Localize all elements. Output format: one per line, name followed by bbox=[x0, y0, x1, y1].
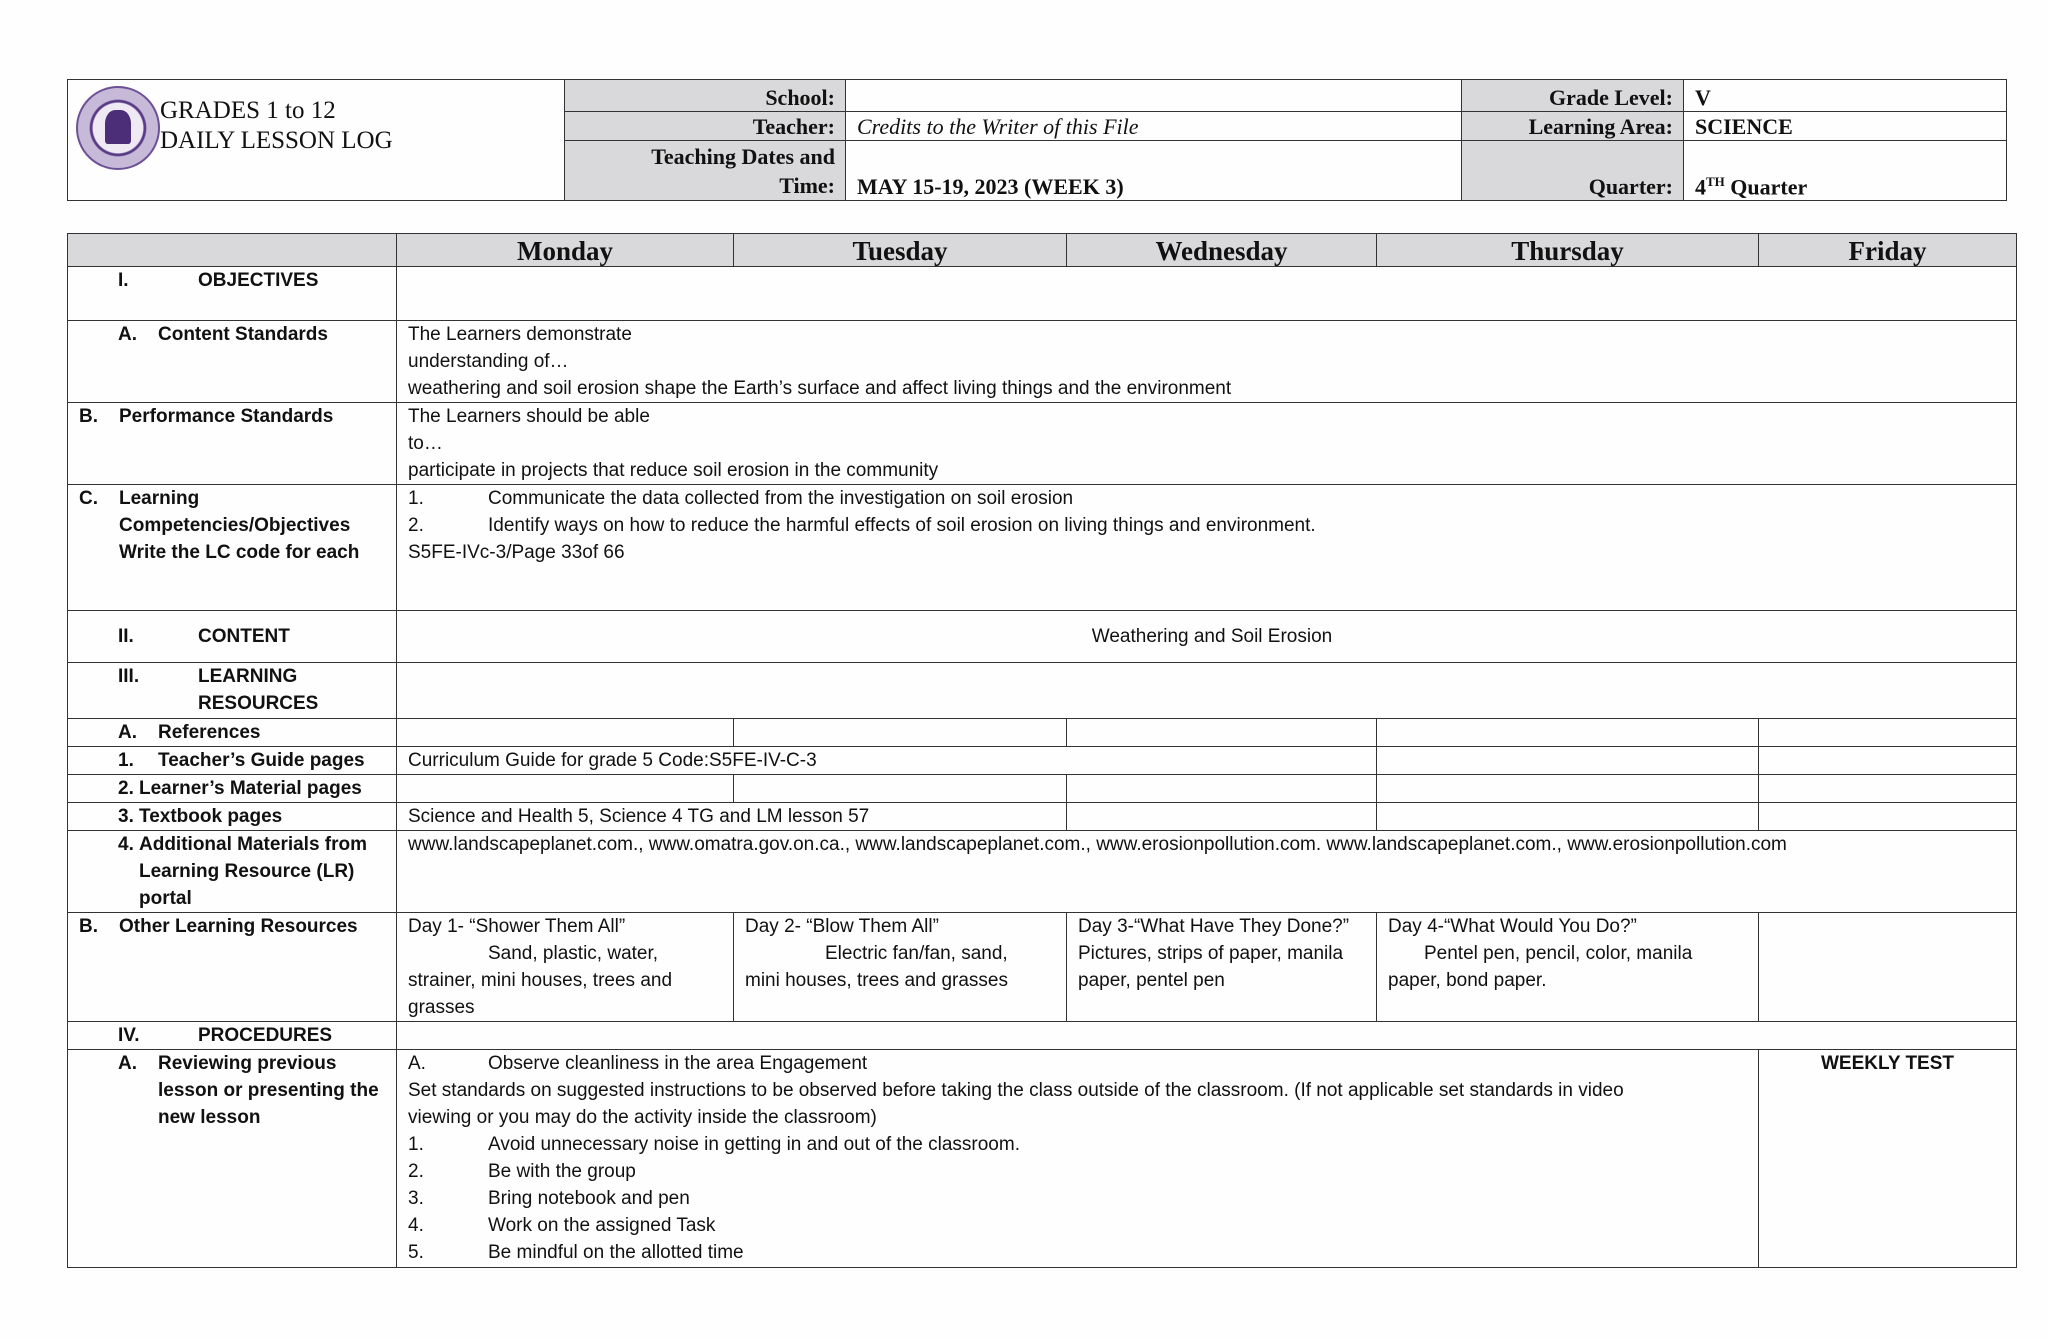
performance-standards-row bbox=[68, 403, 2017, 485]
procedures-number: IV. bbox=[118, 1025, 140, 1046]
learners-material-row bbox=[68, 775, 2017, 803]
content-standards-label: Content Standards bbox=[158, 324, 328, 345]
learning-resources-row bbox=[68, 663, 2017, 719]
learning-resources-label-line-2: RESOURCES bbox=[198, 693, 319, 714]
quarter-word: Quarter bbox=[1724, 174, 1808, 199]
objectives-value bbox=[397, 267, 2017, 321]
learning-resources-number: III. bbox=[118, 666, 140, 687]
dates-label-line-1: Teaching Dates and bbox=[651, 144, 835, 169]
references-label: References bbox=[158, 722, 261, 743]
additional-materials-row bbox=[68, 831, 2017, 913]
weekly-test-friday: WEEKLY TEST bbox=[1759, 1050, 2017, 1268]
learners-material-label-cell bbox=[68, 775, 397, 803]
teachers-guide-value: Curriculum Guide for grade 5 Code:S5FE-IV-C-3 bbox=[397, 747, 1377, 775]
references-tuesday bbox=[734, 719, 1067, 747]
learners-material-thursday bbox=[1377, 775, 1759, 803]
reviewing-intro: A. Observe cleanliness in the area Engagement bbox=[408, 1053, 868, 1074]
content-label: CONTENT bbox=[198, 626, 290, 647]
content-standards-row bbox=[68, 321, 2017, 403]
competency-item: 2. Identify ways on how to reduce the harmful effects of soil erosion on living things and environment. bbox=[408, 515, 1316, 536]
reviewing-item: 1. Avoid unnecessary noise in getting in and out of the classroom. bbox=[408, 1134, 1020, 1155]
school-value bbox=[846, 80, 1462, 112]
competencies-value bbox=[397, 485, 2017, 611]
performance-standards-line-1: The Learners should be able bbox=[408, 406, 650, 427]
other-resources-label: Other Learning Resources bbox=[119, 916, 358, 937]
textbook-number: 3. bbox=[118, 806, 134, 827]
performance-standards-value bbox=[397, 403, 2017, 485]
competencies-label-line-1: Learning bbox=[119, 488, 200, 509]
reviewing-label-line-1: Reviewing previous bbox=[158, 1053, 337, 1074]
objectives-row bbox=[68, 267, 2017, 321]
grade-level-label: Grade Level: bbox=[1462, 80, 1684, 112]
learners-material-label: Learner’s Material pages bbox=[139, 778, 362, 799]
textbook-value: Science and Health 5, Science 4 TG and LM lesson 57 bbox=[397, 803, 1067, 831]
grade-level-value: V bbox=[1684, 80, 2007, 112]
textbook-row bbox=[68, 803, 2017, 831]
quarter-value bbox=[1684, 141, 2007, 201]
day-header-monday: Monday bbox=[397, 234, 734, 267]
performance-standards-line-2: to… bbox=[408, 433, 443, 454]
learners-material-friday bbox=[1759, 775, 2017, 803]
additional-materials-label-line-3: portal bbox=[139, 888, 192, 909]
performance-standards-line-3: participate in projects that reduce soil erosion in the community bbox=[408, 460, 939, 481]
document-title-cell bbox=[68, 80, 565, 201]
additional-materials-number: 4. bbox=[118, 834, 134, 855]
learners-material-monday bbox=[397, 775, 734, 803]
reviewing-item: 4. Work on the assigned Task bbox=[408, 1215, 716, 1236]
performance-standards-number: B. bbox=[79, 406, 98, 427]
competency-item: 1. Communicate the data collected from the investigation on soil erosion bbox=[408, 488, 1074, 509]
other-resources-wednesday: Day 3-“What Have They Done?” Pictures, strips of paper, manila paper, pentel pen bbox=[1067, 913, 1377, 1022]
learning-area-label: Learning Area: bbox=[1462, 112, 1684, 141]
textbook-wednesday bbox=[1067, 803, 1377, 831]
references-friday bbox=[1759, 719, 2017, 747]
textbook-label: Textbook pages bbox=[139, 806, 283, 827]
objectives-label-cell bbox=[68, 267, 397, 321]
reviewing-item: 3. Bring notebook and pen bbox=[408, 1188, 690, 1209]
additional-materials-value: www.landscapeplanet.com., www.omatra.gov.on.ca., www.landscapeplanet.com., www.erosionpollution.com. www.landscapeplanet.com., www.erosionpollution.com bbox=[397, 831, 2017, 913]
objectives-number: I. bbox=[118, 270, 129, 291]
additional-materials-label-cell bbox=[68, 831, 397, 913]
learning-area-value: SCIENCE bbox=[1684, 112, 2007, 141]
title-line-2: DAILY LESSON LOG bbox=[160, 127, 393, 154]
teachers-guide-label-cell bbox=[68, 747, 397, 775]
quarter-label: Quarter: bbox=[1462, 141, 1684, 201]
corner-header bbox=[68, 234, 397, 267]
reviewing-value bbox=[397, 1050, 1759, 1268]
reviewing-number: A. bbox=[118, 1053, 137, 1074]
performance-standards-label-cell bbox=[68, 403, 397, 485]
procedures-label-cell bbox=[68, 1022, 397, 1050]
content-row bbox=[68, 611, 2017, 663]
teacher-value: Credits to the Writer of this File bbox=[846, 112, 1462, 141]
competency-code: S5FE-IVc-3/Page 33of 66 bbox=[408, 542, 625, 563]
teacher-label: Teacher: bbox=[565, 112, 846, 141]
references-row bbox=[68, 719, 2017, 747]
additional-materials-label-line-1: Additional Materials from bbox=[139, 834, 368, 855]
procedures-row bbox=[68, 1022, 2017, 1050]
header-table bbox=[67, 79, 2007, 201]
learners-material-tuesday bbox=[734, 775, 1067, 803]
content-standards-number: A. bbox=[118, 324, 137, 345]
content-number: II. bbox=[118, 626, 134, 647]
textbook-label-cell bbox=[68, 803, 397, 831]
textbook-friday bbox=[1759, 803, 2017, 831]
other-resources-number: B. bbox=[79, 916, 98, 937]
dates-label bbox=[565, 141, 846, 201]
content-standards-line-1: The Learners demonstrate bbox=[408, 324, 632, 345]
additional-materials-label-line-2: Learning Resource (LR) bbox=[139, 861, 355, 882]
references-thursday bbox=[1377, 719, 1759, 747]
content-standards-line-2: understanding of… bbox=[408, 351, 569, 372]
day-header-wednesday: Wednesday bbox=[1067, 234, 1377, 267]
competencies-label-cell bbox=[68, 485, 397, 611]
teachers-guide-number: 1. bbox=[118, 750, 134, 771]
learners-material-number: 2. bbox=[118, 778, 134, 799]
day-header-thursday: Thursday bbox=[1377, 234, 1759, 267]
references-label-cell bbox=[68, 719, 397, 747]
learning-resources-label-cell bbox=[68, 663, 397, 719]
learners-material-wednesday bbox=[1067, 775, 1377, 803]
content-standards-value bbox=[397, 321, 2017, 403]
teachers-guide-friday bbox=[1759, 747, 2017, 775]
other-resources-row bbox=[68, 913, 2017, 1022]
reviewing-label-line-3: new lesson bbox=[158, 1107, 261, 1128]
references-wednesday bbox=[1067, 719, 1377, 747]
reviewing-item: 5. Be mindful on the allotted time bbox=[408, 1242, 744, 1263]
dates-label-line-2: Time: bbox=[779, 173, 835, 198]
day-header-row bbox=[68, 234, 2017, 267]
reviewing-label-line-2: lesson or presenting the bbox=[158, 1080, 379, 1101]
quarter-number: 4 bbox=[1695, 174, 1706, 199]
procedures-value bbox=[397, 1022, 2017, 1050]
other-resources-friday bbox=[1759, 913, 2017, 1022]
content-value: Weathering and Soil Erosion bbox=[397, 611, 2017, 663]
competencies-row bbox=[68, 485, 2017, 611]
competencies-number: C. bbox=[79, 488, 98, 509]
teachers-guide-thursday bbox=[1377, 747, 1759, 775]
reviewing-row bbox=[68, 1050, 2017, 1268]
other-resources-thursday: Day 4-“What Would You Do?” Pentel pen, pencil, color, manila paper, bond paper. bbox=[1377, 913, 1759, 1022]
references-number: A. bbox=[118, 722, 137, 743]
content-standards-label-cell bbox=[68, 321, 397, 403]
school-label: School: bbox=[565, 80, 846, 112]
teachers-guide-row bbox=[68, 747, 2017, 775]
content-standards-line-3: weathering and soil erosion shape the Earth’s surface and affect living things and the environment bbox=[408, 378, 1232, 399]
objectives-label: OBJECTIVES bbox=[198, 270, 319, 291]
lesson-table bbox=[67, 233, 2017, 1268]
reviewing-label-cell bbox=[68, 1050, 397, 1268]
dates-value: MAY 15-19, 2023 (WEEK 3) bbox=[846, 141, 1462, 201]
day-header-friday: Friday bbox=[1759, 234, 2017, 267]
learning-resources-label-line-1: LEARNING bbox=[198, 666, 298, 687]
reviewing-standards-line-1: Set standards on suggested instructions to be observed before taking the class outside of the classroom. (If not applicable set standards in video bbox=[408, 1080, 1624, 1101]
quarter-suffix: TH bbox=[1706, 173, 1725, 189]
deped-seal-logo bbox=[76, 86, 160, 170]
references-monday bbox=[397, 719, 734, 747]
procedures-label: PROCEDURES bbox=[198, 1025, 333, 1046]
reviewing-item: 2. Be with the group bbox=[408, 1161, 636, 1182]
competencies-label-line-2: Competencies/Objectives bbox=[119, 515, 351, 536]
teachers-guide-label: Teacher’s Guide pages bbox=[158, 750, 365, 771]
title-line-1: GRADES 1 to 12 bbox=[160, 97, 336, 124]
other-resources-monday: Day 1- “Shower Them All” Sand, plastic, water, strainer, mini houses, trees and grasses bbox=[397, 913, 734, 1022]
reviewing-standards-line-2: viewing or you may do the activity inside the classroom) bbox=[408, 1107, 877, 1128]
competencies-label-line-3: Write the LC code for each bbox=[119, 542, 360, 563]
textbook-thursday bbox=[1377, 803, 1759, 831]
day-header-tuesday: Tuesday bbox=[734, 234, 1067, 267]
learning-resources-value bbox=[397, 663, 2017, 719]
other-resources-label-cell bbox=[68, 913, 397, 1022]
other-resources-tuesday: Day 2- “Blow Them All” Electric fan/fan, sand, mini houses, trees and grasses bbox=[734, 913, 1067, 1022]
performance-standards-label: Performance Standards bbox=[119, 406, 334, 427]
content-label-cell bbox=[68, 611, 397, 663]
